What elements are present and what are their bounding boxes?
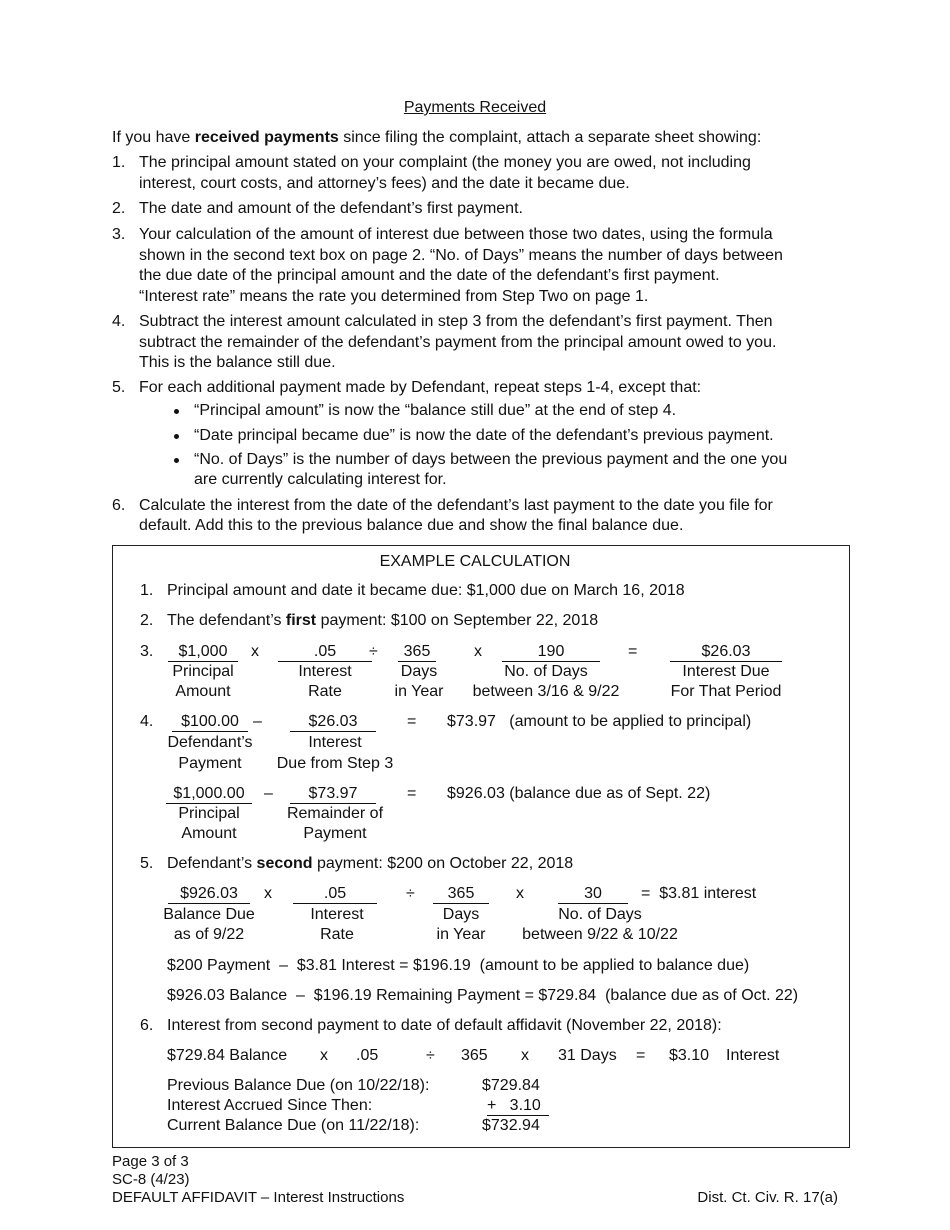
label: as of 9/22 (173, 926, 245, 943)
step-line: Subtract the interest amount calculated in step 3 from the defendant’s first payment. Then (139, 313, 773, 330)
label: Balance Due (163, 906, 255, 923)
example-number: 3. (140, 643, 154, 660)
interest-result: $3.10 (669, 1047, 710, 1064)
label: Interest (310, 906, 364, 923)
balance-line: $926.03 Balance – $196.19 Remaining Payment = $729.84 (balance due as of Oct. 22) (167, 987, 799, 1004)
label: Amount (175, 683, 231, 700)
label: Payment (178, 755, 242, 772)
step-line: Your calculation of the amount of interest due between those two dates, using the formula (139, 226, 773, 243)
intro-paragraph: If you have received payments since filing the complaint, attach a separate sheet showing: (112, 129, 762, 146)
ndays-term: 31 Days (558, 1047, 617, 1064)
operator: ÷ (426, 1047, 435, 1064)
label: in Year (436, 926, 486, 943)
operator: x (516, 885, 524, 902)
document-name: DEFAULT AFFIDAVIT – Interest Instructions (112, 1189, 405, 1206)
label: Rate (320, 926, 354, 943)
label: Interest (308, 734, 362, 751)
label: Rate (308, 683, 342, 700)
label: Interest (298, 663, 352, 680)
operator: ÷ (406, 885, 415, 902)
label: Days (400, 663, 438, 680)
applied-line: $200 Payment – $3.81 Interest = $196.19 (amount to be applied to balance due) (167, 957, 750, 974)
balance-result: $926.03 (balance due as of Sept. 22) (447, 785, 711, 802)
example-number: 5. (140, 855, 154, 872)
label: Remainder of (286, 805, 384, 822)
days-term: 365 (461, 1047, 488, 1064)
example-number: 1. (140, 582, 154, 599)
operator: = (407, 785, 417, 802)
summary-label: Previous Balance Due (on 10/22/18): (167, 1077, 430, 1094)
label: Payment (303, 825, 367, 842)
label: Defendant’s (167, 734, 253, 751)
ndays-value: 30 (558, 884, 628, 904)
operator: – (253, 713, 262, 730)
example-number: 4. (140, 713, 154, 730)
page-title (0, 98, 950, 118)
summary-value: $732.94 (482, 1117, 540, 1134)
rate-term: .05 (356, 1047, 379, 1064)
label: Principal (172, 663, 234, 680)
step-number: 5. (112, 379, 126, 396)
step-line: interest, court costs, and attorney’s fees) and the date it became due. (139, 175, 630, 192)
step-line: the due date of the principal amount and the date of the defendant’s first payment. (139, 267, 720, 284)
label: Days (442, 906, 480, 923)
interest-result: = $3.81 interest (641, 885, 757, 902)
step-number: 6. (112, 497, 126, 514)
operator: x (474, 643, 482, 660)
step-line: shown in the second text box on page 2. “No. of Days” means the number of days between (139, 247, 783, 264)
operator: x (264, 885, 272, 902)
example-number: 6. (140, 1017, 154, 1034)
summary-value: $729.84 (482, 1077, 540, 1094)
label: between 9/22 & 10/22 (522, 926, 678, 943)
label: Principal (178, 805, 240, 822)
bullet-line: “Date principal became due” is now the date of the defendant’s previous payment. (194, 427, 774, 444)
operator: – (264, 785, 273, 802)
step-line: For each additional payment made by Defendant, repeat steps 1-4, except that: (139, 379, 702, 396)
principal-value: $1,000.00 (166, 784, 252, 804)
summary-label: Current Balance Due (on 11/22/18): (167, 1117, 420, 1134)
label: in Year (394, 683, 444, 700)
example-item-6: Interest from second payment to date of default affidavit (November 22, 2018): (167, 1017, 722, 1034)
bullet-icon (174, 434, 179, 439)
step-line: Calculate the interest from the date of the defendant’s last payment to the date you file for (139, 497, 773, 514)
summary-label: Interest Accrued Since Then: (167, 1097, 373, 1114)
example-heading: EXAMPLE CALCULATION (379, 553, 571, 570)
step-number: 1. (112, 154, 126, 171)
rate-value: .05 (278, 642, 372, 662)
payment-value: $100.00 (172, 712, 248, 732)
label: between 3/16 & 9/22 (472, 683, 620, 700)
step-number: 2. (112, 200, 126, 217)
applied-result: $73.97 (amount to be applied to principal) (447, 713, 752, 730)
days-value: 365 (433, 884, 489, 904)
step-line: The principal amount stated on your complaint (the money you are owed, not including (139, 154, 751, 171)
example-number: 2. (140, 612, 154, 629)
step-line: default. Add this to the previous balance due and show the final balance due. (139, 517, 684, 534)
label: No. of Days (558, 906, 642, 923)
balance-term: $729.84 Balance (167, 1047, 288, 1064)
page-number: Page 3 of 3 (112, 1153, 189, 1170)
interest-label: Interest (726, 1047, 780, 1064)
bullet-line: “No. of Days” is the number of days between the previous payment and the one you (194, 451, 788, 468)
form-number: SC-8 (4/23) (112, 1171, 190, 1188)
label: No. of Days (504, 663, 588, 680)
summary-value: + 3.10 (487, 1096, 549, 1116)
interest-result: $26.03 (670, 642, 782, 662)
rate-value: .05 (293, 884, 377, 904)
step-line: This is the balance still due. (139, 354, 336, 371)
step-number: 3. (112, 226, 126, 243)
example-item-5: Defendant’s second payment: $200 on October 22, 2018 (167, 855, 574, 872)
operator: x (320, 1047, 328, 1064)
bullet-icon (174, 409, 179, 414)
bullet-line: “Principal amount” is now the “balance still due” at the end of step 4. (194, 402, 677, 419)
interest-value: $26.03 (290, 712, 376, 732)
label: For That Period (670, 683, 782, 700)
ndays-value: 190 (502, 642, 600, 662)
operator: ÷ (369, 643, 378, 660)
operator: x (251, 643, 259, 660)
operator: = (407, 713, 417, 730)
remainder-value: $73.97 (290, 784, 376, 804)
operator: = (636, 1047, 646, 1064)
principal-value: $1,000 (168, 642, 238, 662)
example-item-1: Principal amount and date it became due: $1,000 due on March 16, 2018 (167, 582, 685, 599)
label: Due from Step 3 (276, 755, 394, 772)
operator: x (521, 1047, 529, 1064)
step-line: “Interest rate” means the rate you determined from Step Two on page 1. (139, 288, 649, 305)
operator: = (628, 643, 638, 660)
step-line: subtract the remainder of the defendant’s payment from the principal amount owed to you. (139, 334, 777, 351)
balance-value: $926.03 (168, 884, 250, 904)
rule-reference: Dist. Ct. Civ. R. 17(a) (697, 1189, 838, 1206)
label: Interest Due (682, 663, 770, 680)
days-value: 365 (398, 642, 436, 662)
bullet-line: are currently calculating interest for. (194, 471, 447, 488)
title-text: Payments Received (403, 99, 547, 116)
step-line: The date and amount of the defendant’s first payment. (139, 200, 523, 217)
label: Amount (181, 825, 237, 842)
bullet-icon (174, 458, 179, 463)
example-item-2: The defendant’s first payment: $100 on September 22, 2018 (167, 612, 599, 629)
step-number: 4. (112, 313, 126, 330)
